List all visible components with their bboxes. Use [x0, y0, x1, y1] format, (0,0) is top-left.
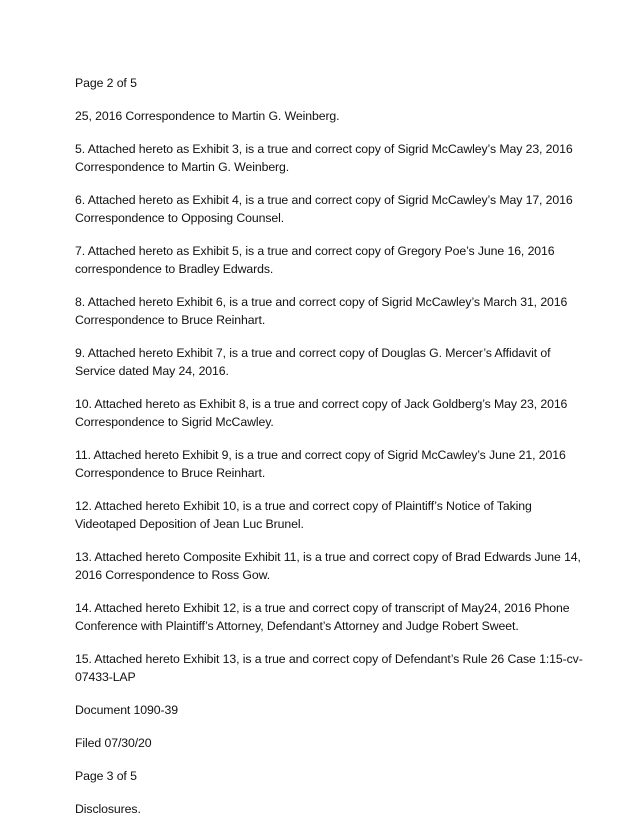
text-line: 25, 2016 Correspondence to Martin G. Weinberg.	[75, 109, 340, 123]
text-line: Correspondence to Bruce Reinhart.	[75, 466, 266, 480]
paragraph-7	[75, 242, 565, 278]
text-line: 11. Attached hereto Exhibit 9, is a true and correct copy of Sigrid McCawley’s June 21, 2016	[75, 448, 566, 462]
filed-date	[75, 734, 565, 752]
text-line: 2016 Correspondence to Ross Gow.	[75, 568, 271, 582]
text-line: Correspondence to Bruce Reinhart.	[75, 313, 266, 327]
text-line: 7. Attached hereto as Exhibit 5, is a true and correct copy of Gregory Poe’s June 16, 2016	[75, 244, 555, 258]
text-line: Filed 07/30/20	[75, 736, 152, 750]
text-line: Correspondence to Sigrid McCawley.	[75, 415, 274, 429]
paragraph-disclosures	[75, 800, 565, 818]
page-header-3	[75, 767, 565, 785]
text-line: Videotaped Deposition of Jean Luc Brunel.	[75, 517, 304, 531]
paragraph-14	[75, 599, 570, 635]
text-line: 9. Attached hereto Exhibit 7, is a true and correct copy of Douglas G. Mercer’s Affidavit of	[75, 346, 551, 360]
paragraph-5	[75, 140, 573, 176]
text-line: 5. Attached hereto as Exhibit 3, is a true and correct copy of Sigrid McCawley’s May 23, 2016	[75, 142, 573, 156]
paragraph-11	[75, 446, 565, 482]
text-line: Service dated May 24, 2016.	[75, 364, 229, 378]
text-line: 14. Attached hereto Exhibit 12, is a true and correct copy of transcript of May24, 2016 Phone	[75, 601, 570, 615]
text-line: 12. Attached hereto Exhibit 10, is a true and correct copy of Plaintiff’s Notice of Taking	[75, 499, 532, 513]
text-line: 07433-LAP	[75, 670, 136, 684]
paragraph-9	[75, 344, 565, 380]
page-header-2	[75, 74, 565, 92]
paragraph-8	[75, 293, 568, 329]
text-line: 8. Attached hereto Exhibit 6, is a true and correct copy of Sigrid McCawley’s March 31, 2016	[75, 295, 568, 309]
text-line: Page 3 of 5	[75, 769, 137, 783]
paragraph-6	[75, 191, 573, 227]
text-line: Disclosures.	[75, 802, 141, 816]
text-line: Page 2 of 5	[75, 76, 137, 90]
text-line: correspondence to Bradley Edwards.	[75, 262, 274, 276]
text-line: 6. Attached hereto as Exhibit 4, is a true and correct copy of Sigrid McCawley’s May 17, 2016	[75, 193, 573, 207]
text-line: Conference with Plaintiff’s Attorney, Defendant’s Attorney and Judge Robert Sweet.	[75, 619, 519, 633]
text-line: Correspondence to Opposing Counsel.	[75, 211, 285, 225]
text-line: 13. Attached hereto Composite Exhibit 11, is a true and correct copy of Brad Edwards June 14,	[75, 550, 581, 564]
document-page	[75, 74, 583, 833]
paragraph-12	[75, 497, 565, 533]
paragraph-13	[75, 548, 581, 584]
text-line: 10. Attached hereto as Exhibit 8, is a true and correct copy of Jack Goldberg’s May 23, 2016	[75, 397, 568, 411]
document-number	[75, 701, 565, 719]
text-line: 15. Attached hereto Exhibit 13, is a true and correct copy of Defendant’s Rule 26 Case 1:15-cv-	[75, 652, 583, 666]
paragraph-10	[75, 395, 568, 431]
paragraph-15	[75, 650, 583, 686]
text-line: Document 1090-39	[75, 703, 178, 717]
text-line: Correspondence to Martin G. Weinberg.	[75, 160, 290, 174]
paragraph-continuation	[75, 107, 565, 125]
